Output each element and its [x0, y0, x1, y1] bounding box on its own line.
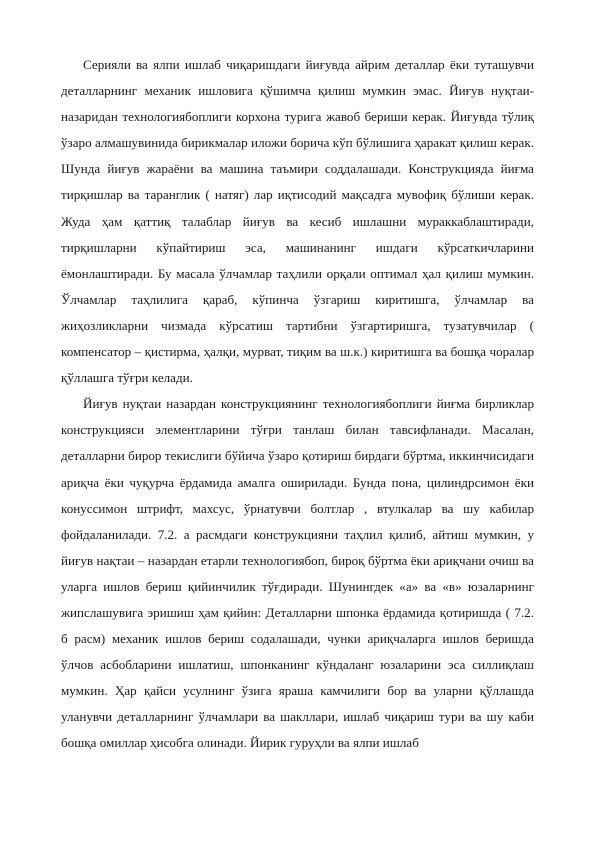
paragraph-2: Йиғув нуқтаи назардан конструкциянинг технологиябоплиги йиғма бирликлар конструкцияси элементларини тўғри танлаш билан тавсифланади. Масалан, деталларни бирор текислиги бўйича ўзаро қотириш бирдаги бўртма, иккинчисидаги ариқча ёки чуқурча ёрдамида амалга оширилади. Бунда пона, цилиндрсимон ёки конуссимон штрифт, махсус, ўрнатувчи болтлар , втулкалар ва шу кабилар фойдаланилади. 7.2. а расмдаги конструкцияни таҳлил қилиб, айтиш мумкин, у йиғув нақтаи – назардан етарли технологиябоп, бироқ бўртма ёки ариқчани очиш ва уларга ишлов бериш қийинчилик тўғдиради. Шунингдек «а» ва «в» юзаларнинг жипслашувига эришиш ҳам қийин: Деталларни шпонка ёрдамида қотиришда ( 7.2. б расм) механик ишлов бериш содалашади, чунки ариқчаларга ишлов беришда ўлчов асбобларини ишлатиш, шпонканинг кўндаланг юзаларини эса силлиқлаш мумкин. Ҳар қайси усулнинг ўзига яраша камчилиги бор ва уларни қўллашда уланувчи деталларнинг ўлчамлари ва шакллари, ишлаб чиқариш тури ва шу каби бошқа омиллар ҳисобга олинади. Йирик гуруҳли ва ялпи ишлаб	[61, 396, 534, 751]
paragraph-1: Серияли ва ялпи ишлаб чиқаришдаги йиғувда айрим деталлар ёки туташувчи деталларнинг механик ишловига қўшимча қилиш мумкин эмас. Йиғув нуқтаи-назаридан технологиябоплиги корхона турига жавоб бериши керак. Йиғувда тўлиқ ўзаро алмашувинида бирикмалар иложи борича кўп бўлишига ҳаракат қилиш керак. Шунда йиғув жараёни ва машина таъмири соддалашади. Конструкцияда йиғма тирқишлар ва таранглик ( натяг) лар иқтисодий мақсадга мувофиқ бўлиши керак. Жуда ҳам қаттиқ талаблар йиғув ва кесиб ишлашни мураккаблаштиради, тирқишларни кўпайтириш эса, машинанинг ишдаги кўрсаткичларини ёмонлаштиради. Бу масала ўлчамлар таҳлили орқали оптимал ҳал қилиш мумкин. Ўлчамлар таҳлилига қараб, кўпинча ўзгариш киритишга, ўлчамлар ва жиҳозликларни чизмада кўрсатиш тартибни ўзгартиришга, тузатувчилар ( компенсатор – қистирма, ҳалқи, мурват, тиқим ва ш.к.) киритишга ва бошқа чоралар қўллашга тўғри келади.	[61, 57, 534, 386]
document-page	[61, 52, 534, 757]
